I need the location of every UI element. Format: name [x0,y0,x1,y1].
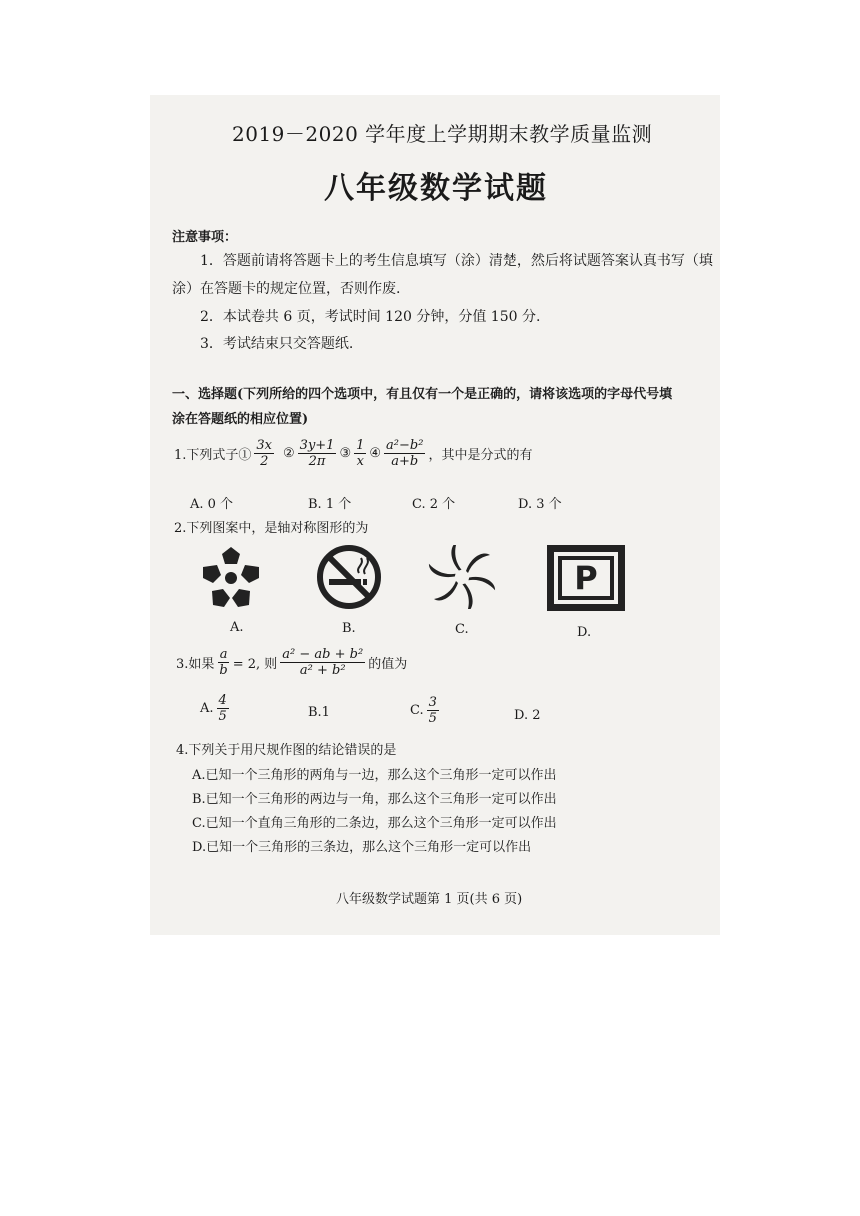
q1-marker-4: ④ [369,446,382,461]
q3-suffix: 的值为 [368,657,408,672]
q2-label-a: A. [230,620,244,635]
notice-item-2: 2．本试卷共 6 页，考试时间 120 分钟，分值 150 分. [200,309,541,325]
section-heading: 一、选择题(下列所给的四个选项中，有且仅有一个是正确的，请将该选项的字母代号填 [172,387,673,402]
q1-expr-1: $\frac{3x}{2}$ [256,438,273,469]
q1-suffix: ，其中是分式的有 [428,448,533,463]
q4-option-b: B.已知一个三角形的两边与一角，那么这个三角形一定可以作出 [192,792,557,807]
page-footer: 八年级数学试题第 1 页(共 6 页) [336,892,523,907]
exam-title: 2019－2020 学年度上学期期末教学质量监测 [232,122,653,146]
q3-expression: $\frac{\text{a² − ab + b²}}{\text{a² + b²}}$ [282,647,364,678]
q4-option-c: C.已知一个直角三角形的二条边，那么这个三角形一定可以作出 [192,816,557,831]
parking-letter: P [574,559,598,597]
question-4: 4.下列关于用尺规作图的结论错误的是 [176,743,397,758]
q3-option-a: A. $\frac{4}{5}$ [200,693,227,724]
no-smoking-icon [315,543,383,611]
q2-label-c: C. [455,622,469,637]
question-3 [176,647,407,678]
q3-option-b: B.1 [308,705,330,720]
q3-condition: $\frac{a}{b}$ [219,647,228,678]
q1-expr-3: $\frac{1}{x}$ [356,438,365,469]
q3-option-d: D. 2 [514,708,541,723]
q4-option-a: A.已知一个三角形的两角与一边，那么这个三角形一定可以作出 [192,768,557,783]
q3-option-c: C. $\frac{3}{5}$ [410,695,437,726]
q3-mid: = 2, 则 [232,657,278,672]
q1-expr-2: $\frac{3y+1}{2\pi}$ [299,438,335,469]
q1-marker-3: ③ [339,446,352,461]
q1-option-a: A. 0 个 [190,497,234,512]
q1-prefix: 1.下列式子① [174,448,252,463]
notice-item-1-cont: 涂）在答题卡的规定位置，否则作废. [172,281,401,297]
question-2: 2.下列图案中，是轴对称图形的为 [174,521,369,536]
notice-heading: 注意事项： [172,230,238,245]
exam-page [150,95,720,935]
notice-item-3: 3．考试结束只交答题纸. [200,336,354,352]
question-1 [174,438,532,469]
section-heading-cont: 涂在答题纸的相应位置) [172,412,309,427]
q2-label-d: D. [577,625,592,640]
q1-marker-2: ② [283,446,295,461]
q1-option-b: B. 1 个 [308,497,352,512]
exam-subtitle: 八年级数学试题 [324,171,548,206]
parking-icon [545,543,627,613]
q1-expr-4: $\frac{\text{a²−b²}}{a+b}$ [386,438,424,469]
q4-option-d: D.已知一个三角形的三条边，那么这个三角形一定可以作出 [192,840,532,855]
q3-prefix: 3.如果 [176,657,215,672]
q1-option-d: D. 3 个 [518,497,562,512]
q2-label-b: B. [342,621,356,636]
flower-pentagon-icon [197,545,265,609]
q1-option-c: C. 2 个 [412,497,456,512]
notice-item-1: 1．答题前请将答题卡上的考生信息填写（涂）清楚，然后将试题答案认真书写（填 [200,253,713,269]
pinwheel-icon [428,545,496,609]
